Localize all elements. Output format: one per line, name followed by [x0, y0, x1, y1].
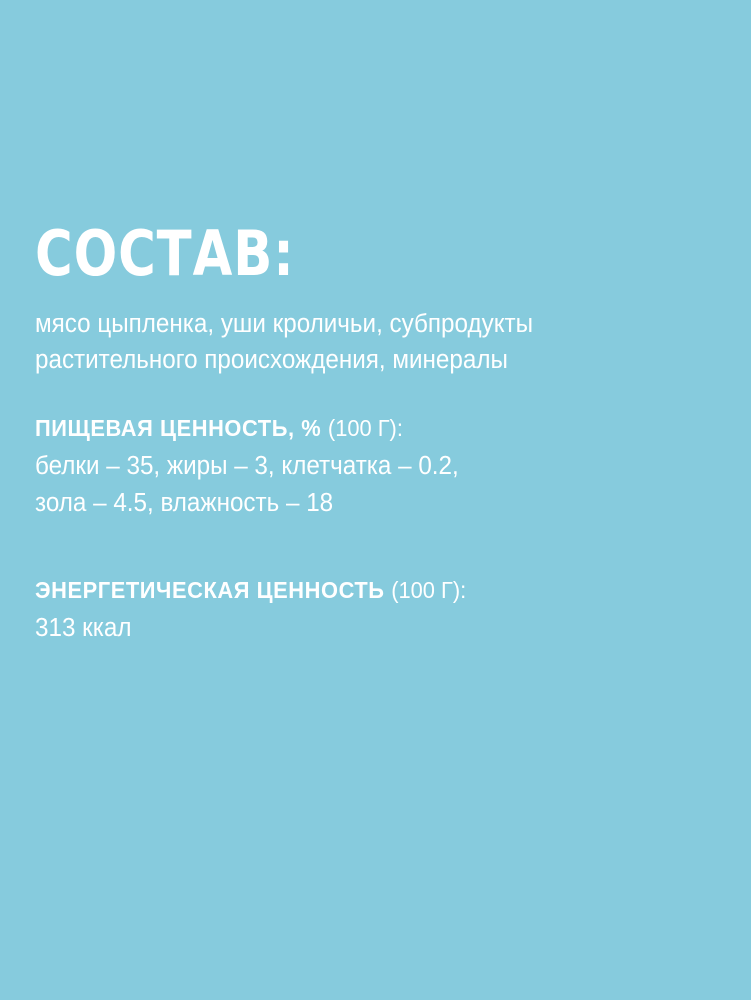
energy-block	[35, 576, 725, 647]
energy-heading-unit: (100 Г):	[391, 577, 467, 604]
nutrition-line-1: белки – 35, жиры – 3, клетчатка – 0.2,	[35, 452, 459, 481]
energy-heading-label: ЭНЕРГЕТИЧЕСКАЯ ЦЕННОСТЬ	[35, 577, 392, 604]
nutrition-heading-label: ПИЩЕВАЯ ЦЕННОСТЬ, %	[35, 415, 328, 442]
label-content	[35, 217, 725, 647]
nutrition-heading-unit: (100 Г):	[327, 415, 403, 442]
nutrition-heading	[35, 414, 691, 444]
block-spacer	[35, 556, 725, 576]
energy-value: 313 ккал	[35, 614, 132, 643]
page-title: СОСТАВ:	[35, 217, 295, 290]
nutrition-block	[35, 414, 725, 522]
nutrition-line-2: зола – 4.5, влажность – 18	[35, 489, 334, 518]
energy-heading	[35, 576, 691, 606]
ingredients-text: мясо цыпленка, уши кроличьи, субпродукты растительного происхождения, минералы	[35, 309, 534, 375]
